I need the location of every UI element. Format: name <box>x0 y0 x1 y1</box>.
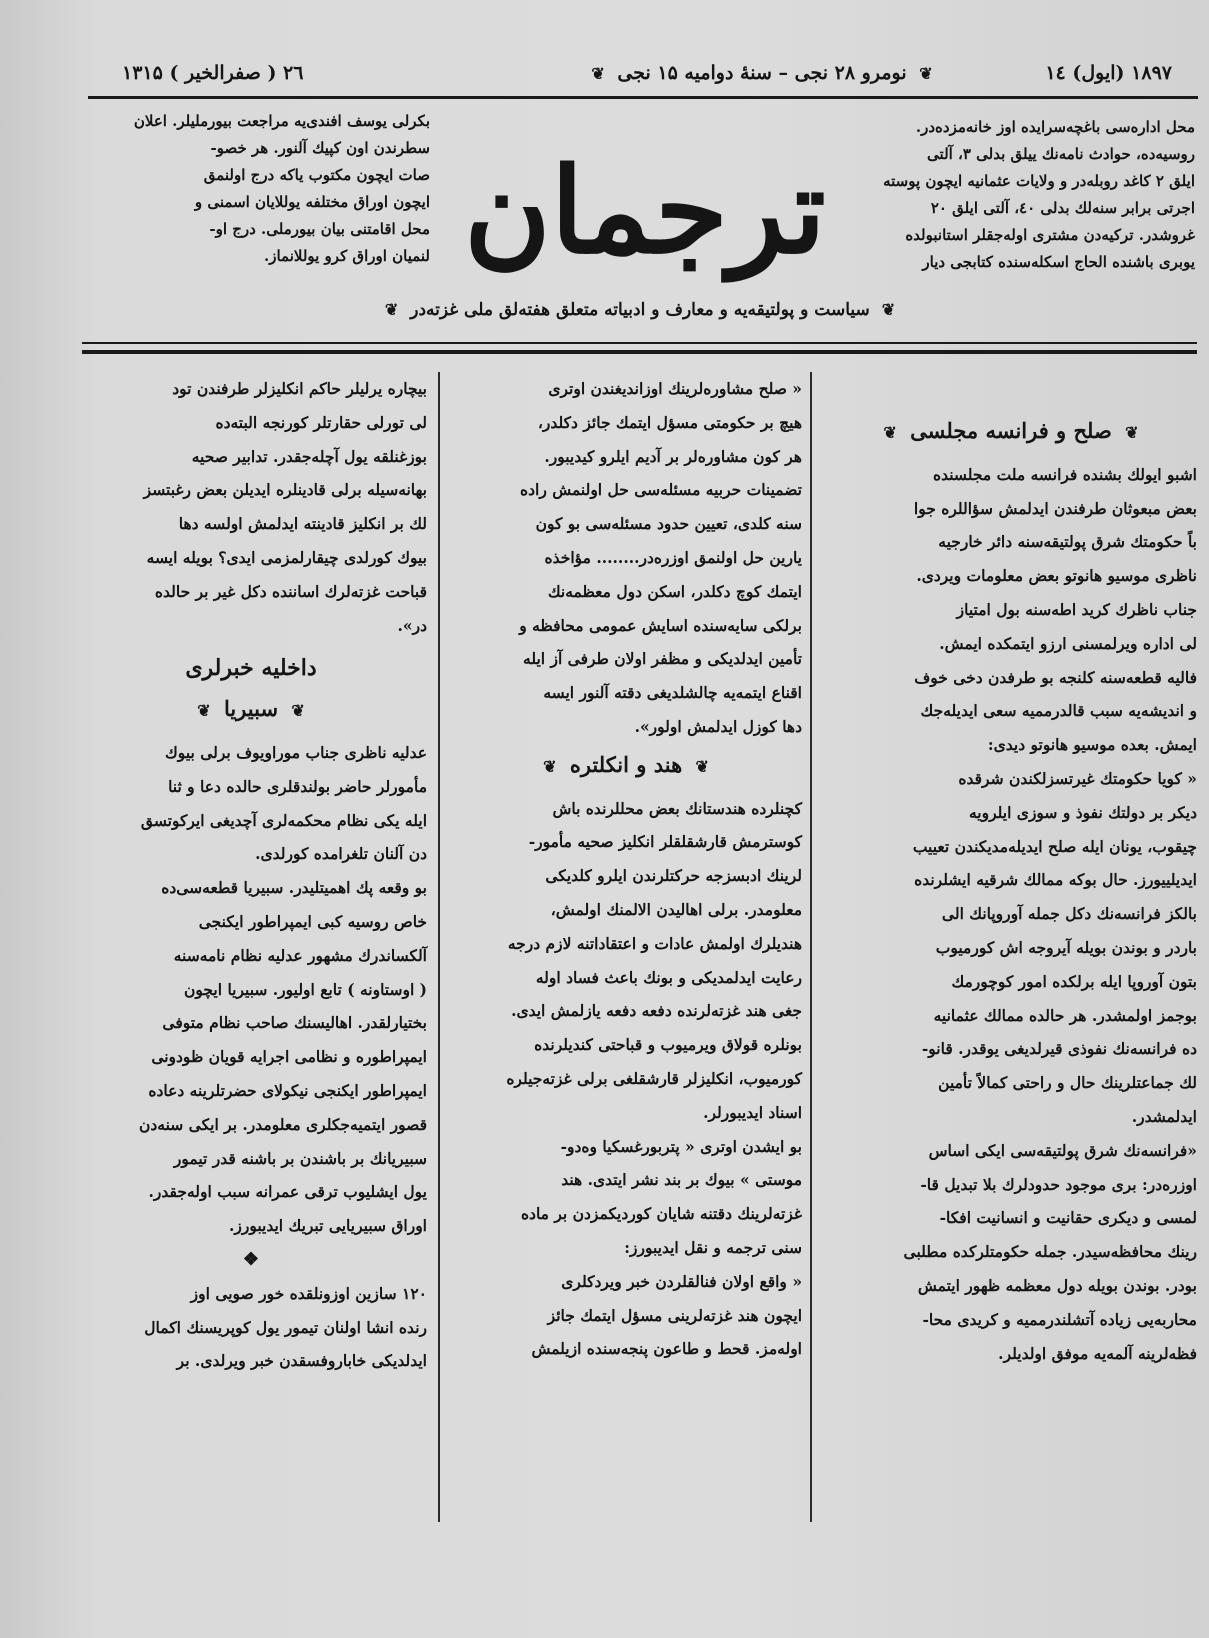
text-line: ده فرانسه‌نك نفوذی قيرلديغی يوقدر. قانو- <box>921 1039 1197 1059</box>
text-line: ايمش. بعده موسيو هانوتو ديدی: <box>987 735 1197 755</box>
box-line: غروشدر. تركيه‌دن مشتری اوله‌جقلر استانبولده <box>905 226 1195 244</box>
text-line: و انديشه‌يه سبب قالدرمميه سعی ايديله‌جك <box>920 701 1197 721</box>
box-line: ايلق ۲ كاغد روبله‌در و ولايات عثمانيه ايچون پوسته <box>883 172 1195 190</box>
newspaper-subtitle <box>320 300 960 320</box>
text-line: فظه‌لرينه آلمه‌يه موفق اولديلر. <box>998 1343 1197 1363</box>
text-line: « كويا حكومتك غيرتسزلكندن شرقده <box>958 768 1197 788</box>
text-line: هر كون مشاوره‌لر بر آديم ايلرو كيديبور. <box>544 446 802 466</box>
text-line: رينك محافظه‌سيدر. جمله حكومتلركده مطلبی <box>903 1242 1197 1262</box>
masthead-rule-thin <box>82 342 1197 344</box>
box-line: بكرلی يوسف افندی‌يه مراجعت بيورمليلر. اعلان <box>133 112 430 130</box>
divider-ornament-icon: ❖ <box>242 1248 260 1270</box>
article-peace-and-france <box>825 410 1197 1370</box>
text-line: ايتمك كوچ دكلدر، اسكن دول معظمه‌نك <box>547 581 802 601</box>
box-line: سطرندن اون كپيك آلنور. هر خصو- <box>210 139 430 157</box>
column-separator <box>438 372 440 1522</box>
ornament-icon: ❦ <box>591 64 605 83</box>
text-line: لك جماعتلرينك حال و راحتی كمالاً تأمين <box>938 1073 1197 1093</box>
text-line: بعض مبعوثان طرفندن ايدلمش سؤاللره جوا <box>913 498 1197 518</box>
masthead-rule-thick <box>82 350 1197 354</box>
text-line: بونلره قولاق ويرميوب و قباحتی كنديلرنده <box>534 1035 802 1055</box>
text-line: ايمپراطوره و نظامی اجرايه قويان ظودونی <box>151 1047 427 1067</box>
masthead-top-rule <box>88 96 1198 99</box>
article-heading <box>75 692 427 728</box>
text-line: لی تورلی حقارتلر كورنجه البته‌ده <box>215 412 427 432</box>
box-line: محل اقامتنی بيان بيورملی. درج او- <box>209 220 430 238</box>
ornament-icon: ❦ <box>1125 423 1139 442</box>
box-line: اجرتی برابر سنه‌لك بدلی ٤۰، آلتی ايلق ۲۰ <box>930 199 1195 217</box>
box-line: لنميان اوراق كرو يوللانماز. <box>264 247 430 265</box>
text-line: بوجمز اولمشدر. هر حالده ممالك عثمانيه <box>933 1005 1197 1025</box>
text-line: ايله يكی نظام محكمه‌لری آچديغی ايركوتسق <box>140 810 427 830</box>
text-line: آلكساندرك مشهور عدليه نظام نامه‌سنه <box>173 945 427 965</box>
text-line: لمسی و ديكری حقانيت و انسانيت افكا- <box>939 1208 1197 1228</box>
text-line: اشبو ايولك بشنده فرانسه ملت مجلسنده <box>932 464 1197 484</box>
text-line: ايمپراطور ايكنجی نيكولای حضرتلرينه دعاده <box>148 1080 427 1100</box>
dateline <box>92 56 1192 96</box>
ornament-icon: ❦ <box>384 300 399 319</box>
text-line: قباحت غزته‌لرك اساننده دكل غير بر حالده <box>154 581 427 601</box>
text-line: لی اداره ويرلمسنی ارزو ايتمكده ايمش. <box>939 633 1197 653</box>
text-line: تضمينات حربيه مسئله‌سی حل اولنمش راده <box>519 480 802 500</box>
text-line: مأمورلر حاضر بولندقلری حالده دعا و ثنا <box>168 776 427 796</box>
text-line: عدليه ناظری جناب موراويوف برلی بيوك <box>165 742 427 762</box>
article-heading <box>825 414 1197 450</box>
text-line: « صلح مشاوره‌لرينك اوزانديغندن اوتری <box>548 379 802 398</box>
text-line: قصور ايتميه‌جكلری معلومدر. بر ايكی سنه‌دن <box>139 1114 427 1134</box>
text-line: بهانه‌سيله برلی قادينلره ايديلن بعض رغبتسز <box>143 480 427 500</box>
text-line: در». <box>397 615 427 635</box>
text-line: جناب ناظرك كريد اطه‌سنه بول امتياز <box>956 599 1197 619</box>
text-line: رعايت ايدلمديكی و بونك باعث فساد اوله <box>535 967 802 987</box>
text-line: كورميوب، انكليزلر قارشقلغی برلی غزته‌جيلره <box>506 1068 802 1088</box>
ornament-icon: ❦ <box>291 701 305 721</box>
text-line: اوزره‌در: بری موجود حدودلرك بلا تبديل قا- <box>920 1174 1197 1194</box>
text-line: سبيريانك بر باشندن بر باشنه قدر تيمور <box>173 1148 427 1168</box>
dateline-issue-text: نومرو ۲۸ نجی – سنهٔ دوامیه ۱۵ نجی <box>617 62 907 84</box>
text-line: بالكز فرانسه‌نك دكل جمله آوروپانك الی <box>941 904 1197 924</box>
text-line: معلومدر. برلی اهالیدن الالمنك اولمش، <box>550 899 802 919</box>
text-line: ناظری موسيو هانوتو بعض معلومات ويردی. <box>916 566 1197 586</box>
text-line: باً حكومتك شرق پولتيقه‌سنه دائر خارجيه <box>938 532 1197 552</box>
text-line: بوزغنلقه يول آچله‌جقدر. تدابير صحيه <box>191 446 427 466</box>
article-left-column <box>75 372 427 1378</box>
text-line: اسناد ايديبورلر. <box>703 1102 802 1122</box>
box-line: روسيه‌ده، حوادث نامه‌نك ييلق بدلی ۳، آلتی <box>927 145 1195 163</box>
heading-text: صلح و فرانسه مجلسی <box>910 418 1112 443</box>
text-line: ايچون هند غزته‌لرينی مسؤل ايتمك جائز <box>547 1305 802 1325</box>
text-line: غزته‌لرينك دقتنه شايان كورديكمزدن بر ماده <box>520 1204 802 1224</box>
text-line: چيقوب، يونان ايله صلح ايديله‌مديكندن تعييب <box>912 836 1197 856</box>
text-line: اقناع ايتمه‌يه چالشلديغی دقته آلنور ايسه <box>543 683 802 703</box>
newspaper-title: ترجمان <box>464 141 826 280</box>
text-line: ايدلمشدر. <box>1131 1106 1197 1126</box>
text-line: سنه كلدی، تعيين حدود مسئله‌سی بو كون <box>535 514 802 534</box>
text-line: باردر و بوندن بويله آيروجه اش كورميوب <box>935 937 1197 957</box>
text-line: بتون آوروپا ايله برلكده امور كوچورمك <box>951 971 1197 991</box>
text-line: ايدلديكی خاباروفسقدن خبر ويرلدی. بر <box>176 1351 427 1371</box>
text-line: فاليه قطعه‌سنه كلنجه بو طرفدن دخی خوف <box>914 667 1197 687</box>
subtitle-text: سياست و پولتيقه‌يه و معارف و ادبياته متعلق هفته‌لق ملی غزته‌در <box>410 300 870 320</box>
ornament-icon: ❦ <box>543 756 557 776</box>
text-line: ( اوستاونه ) تابع اوليور. سبيريا ايچون <box>184 979 427 999</box>
text-line: برلكی سايه‌سنده اسايش عمومی محافظه و <box>519 615 802 635</box>
ornament-icon: ❦ <box>883 423 897 442</box>
text-line: موستی » بيوك بر بند نشر ايتدی. هند <box>561 1170 802 1190</box>
text-line: تأمين ايدلديكی و مظفر اولان طرفی آز ايله <box>523 649 802 669</box>
text-line: بودر. بوندن بويله دول معظمه ظهور ايتمش <box>917 1275 1197 1295</box>
text-line: ايديلييورز. حال بوكه ممالك شرقيه ايشلرنده <box>914 870 1197 890</box>
text-line: بو ايشدن اوتری « پتربورغسكيا وه‌دو- <box>560 1136 802 1156</box>
box-line: يوبری باشنده الحاج اسكله‌سنده كتابجی ديار <box>922 253 1195 271</box>
text-line: بختيارلقدر. اهاليسنك صاحب نظام متوفی <box>162 1013 427 1033</box>
text-line: جغی هند غزته‌لرنده دفعه دفعه يازلمش ايدی. <box>511 1001 802 1021</box>
text-line: لك بر انكليز قادينته ايدلمش اولسه دها <box>178 514 427 534</box>
text-line: لرينك ادبسزجه حركتلرندن ايلرو كلديكی <box>545 866 802 886</box>
text-line: اوله‌مز. قحط و طاعون پنجه‌سنده ازيلمش <box>531 1339 802 1359</box>
dateline-issue <box>542 62 982 84</box>
text-line: يول ايشليوب ترقی عمرانه سبب اوله‌جقدر. <box>148 1182 427 1202</box>
dateline-gregorian: ۱۸۹٧ (ايول) ۱٤ <box>1045 62 1172 84</box>
text-line: اوراق سبيريايی تبريك ايديبورز. <box>228 1216 427 1236</box>
text-line: هيچ بر حكومتی مسؤل ايتمك جائز دكلدر، <box>537 412 802 432</box>
article-middle-column <box>450 372 802 1366</box>
text-line: بيوك كورلدی چيقارلمزمی ايدی؟ بويله ايسه <box>146 547 427 567</box>
text-line: «فرانسه‌نك شرق پولتيقه‌سی ايكی اساس <box>928 1140 1197 1160</box>
ornament-icon: ❦ <box>197 701 211 721</box>
column-separator <box>810 372 812 1522</box>
text-line: رنده انشا اولنان تيمور يول كوپريسنك اكمال <box>144 1317 427 1337</box>
text-line: ۱۲۰ سازين اوزونلقده خور صويی اوز <box>190 1283 427 1303</box>
ornament-icon: ❦ <box>919 64 933 83</box>
text-line: كوسترمش قارشقلقلر انكليز صحيه مأمور- <box>528 832 802 852</box>
text-line: هنديلرك اولمش عادات و اعتقاداتنه لازم درجه <box>507 933 802 953</box>
heading-text: هند و انكلتره <box>569 751 683 777</box>
box-line: ايچون اوراق مختلفه يوللايان اسمنی و <box>194 193 430 211</box>
dateline-hijri: ۲٦ ( صفرالخير ) ۱۳۱۵ <box>122 62 304 84</box>
box-line: محل اداره‌سی باغچه‌سرایده اوز خانه‌مزده‌در. <box>915 118 1195 136</box>
text-line: محاربه‌يی زياده آتشلندرمميه و كريدی محا- <box>922 1309 1197 1329</box>
section-heading: داخليه خبرلری <box>185 655 317 682</box>
text-line: كچنلرده هندستانك بعض محللرنده باش <box>552 798 802 818</box>
text-line: بيچاره يرليلر حاكم انكليزلر طرفندن تود <box>172 379 427 398</box>
text-line: يارين حل اولنمق اوزره‌در........ مؤاخذه <box>544 547 802 567</box>
text-line: « واقع اولان فنالقلردن خبر ويردكلری <box>561 1271 802 1291</box>
text-line: بو وقعه پك اهميتليدر. سبيريا قطعه‌سی‌ده <box>161 878 427 898</box>
text-line: دن آلنان تلغرامده كورلدی. <box>255 844 427 864</box>
box-line: صات ايچون مكتوب ياكه درج اولنمق <box>203 166 430 184</box>
heading-text: سبيريا <box>223 696 279 722</box>
subscription-box <box>840 114 1195 276</box>
article-heading <box>450 748 802 784</box>
ornament-icon: ❦ <box>695 756 709 776</box>
ornament-icon: ❦ <box>881 300 896 319</box>
text-line: ديكر بر دولتك نفوذ و سوزی ايلرويه <box>969 802 1197 822</box>
text-line: سنی ترجمه و نقل ايديبورز: <box>624 1237 802 1257</box>
text-line: دها كوزل ايدلمش اولور». <box>634 716 802 736</box>
advertising-box <box>90 108 430 270</box>
text-line: خاص روسيه كبی ايمپراطور ايكنجی <box>198 911 427 931</box>
